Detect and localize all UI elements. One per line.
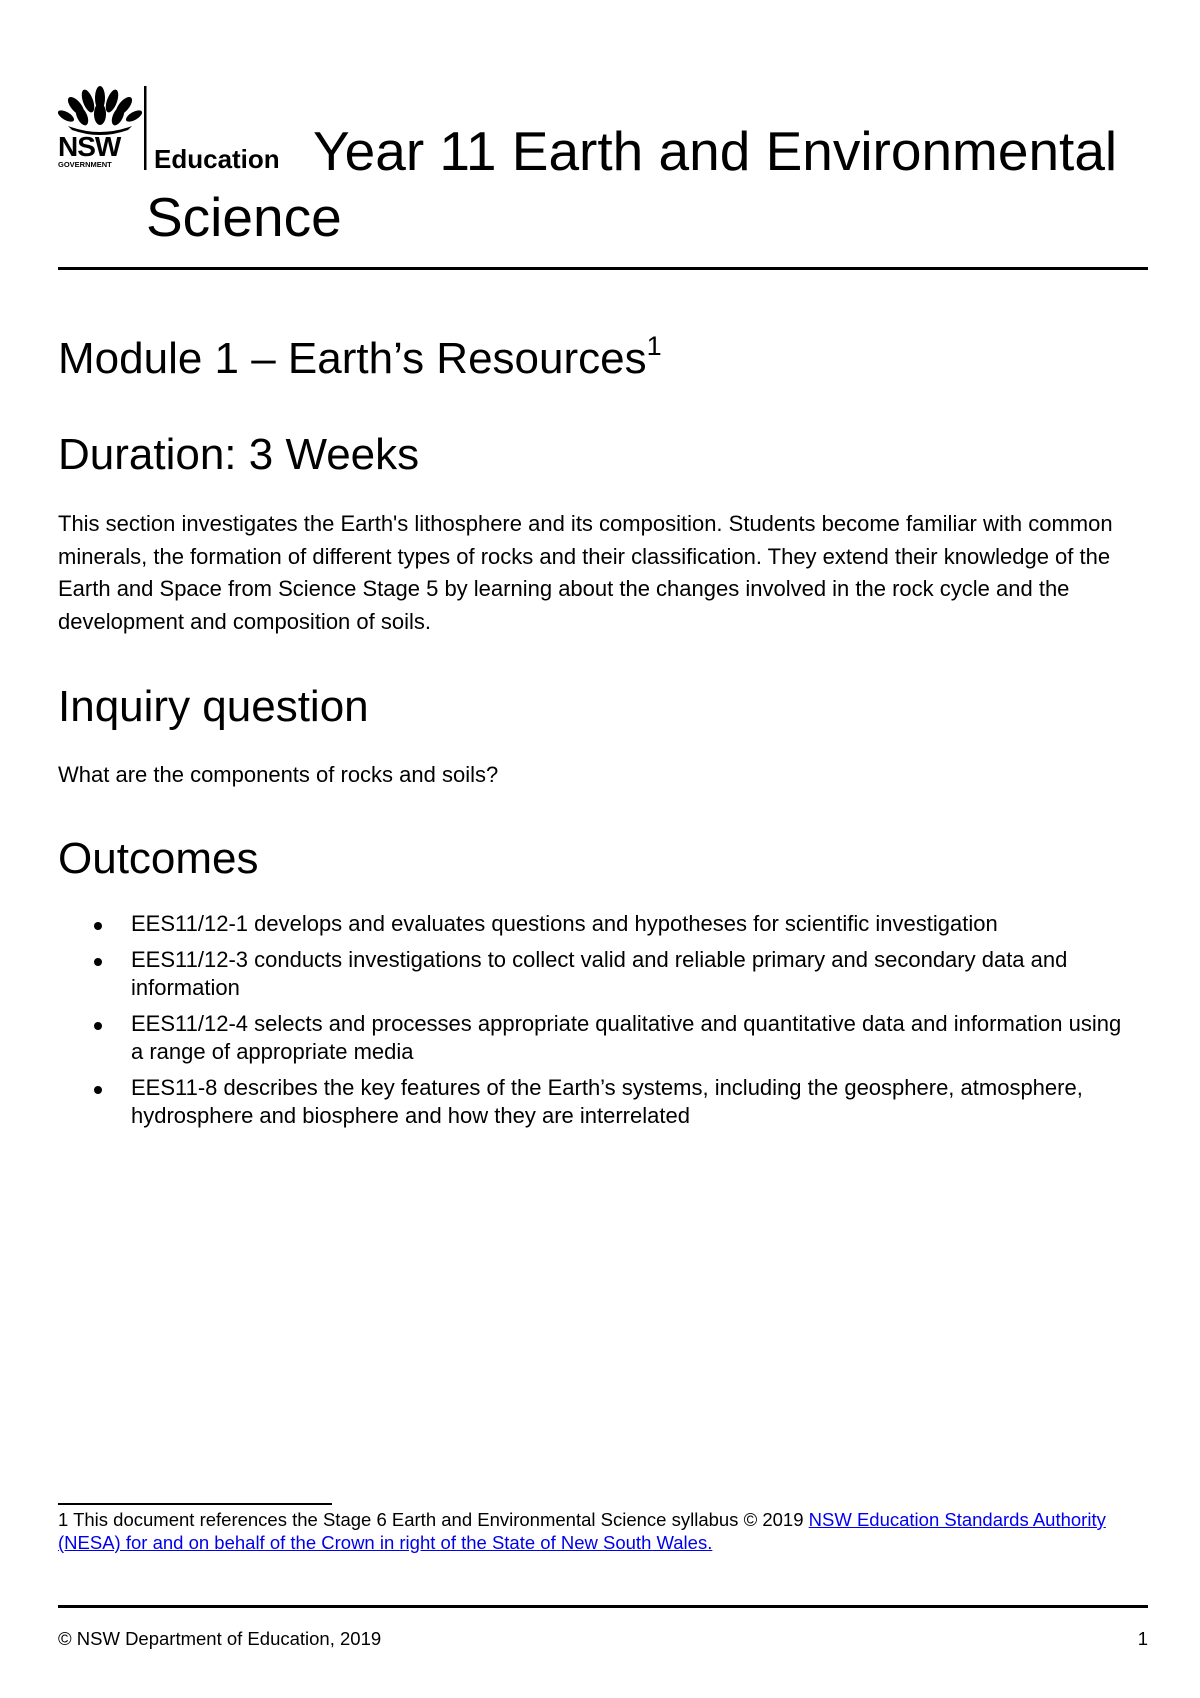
module-heading [58,332,662,386]
bullet-icon [94,922,102,930]
outcomes-list [58,910,1128,1138]
logo-brand: NSW [58,131,121,162]
header-divider [58,267,1148,270]
footnote-reference[interactable]: 1 [646,331,662,361]
footnote-text: 1 This document references the Stage 6 Earth and Environmental Science syllabus © 2019 [58,1509,809,1530]
nesa-link[interactable]: NSW Education Standards Authority (NESA) for and on behalf of the Crown in right of the State of New South Wales. [58,1509,1106,1553]
inquiry-heading: Inquiry question [58,682,369,731]
footnote-separator [58,1503,332,1505]
bullet-icon [94,958,102,966]
footer-divider [58,1605,1148,1608]
module-heading-text: Module 1 – Earth’s Resources [58,334,647,383]
logo-government: GOVERNMENT [58,160,112,169]
bullet-icon [94,1086,102,1094]
outcome-item [58,1074,1128,1130]
inquiry-question: What are the components of rocks and soils? [58,762,499,787]
bullet-icon [94,1022,102,1030]
outcome-item [58,1010,1128,1066]
outcome-item [58,946,1128,1002]
document-title: Year 11 Earth and Environmental Science [146,120,1118,248]
outcome-text: EES11-8 describes the key features of the Earth’s systems, including the geosphere, atmosphere, hydrosphere and biosphere and how they are interrelated [131,1075,1083,1128]
intro-paragraph: This section investigates the Earth's lithosphere and its composition. Students become familiar with common minerals, the formation of different types of rocks and their classification. They extend their knowledge of the Earth and Space from Science Stage 5 by learning about the changes involved in the rock cycle and the development and composition of soils. [58,511,1113,634]
page-number: 1 [1137,1628,1148,1649]
footer-copyright: © NSW Department of Education, 2019 [58,1628,382,1649]
outcome-text: EES11/12-3 conducts investigations to collect valid and reliable primary and secondary data and information [131,947,1068,1000]
outcomes-heading: Outcomes [58,834,259,883]
outcome-item [58,910,1128,938]
footnote [58,1508,1148,1554]
outcome-text: EES11/12-4 selects and processes appropriate qualitative and quantitative data and information using a range of appropriate media [131,1011,1122,1064]
logo-department: Education [154,144,280,170]
outcome-text: EES11/12-1 develops and evaluates questions and hypotheses for scientific investigation [131,911,998,936]
duration-heading: Duration: 3 Weeks [58,430,420,479]
